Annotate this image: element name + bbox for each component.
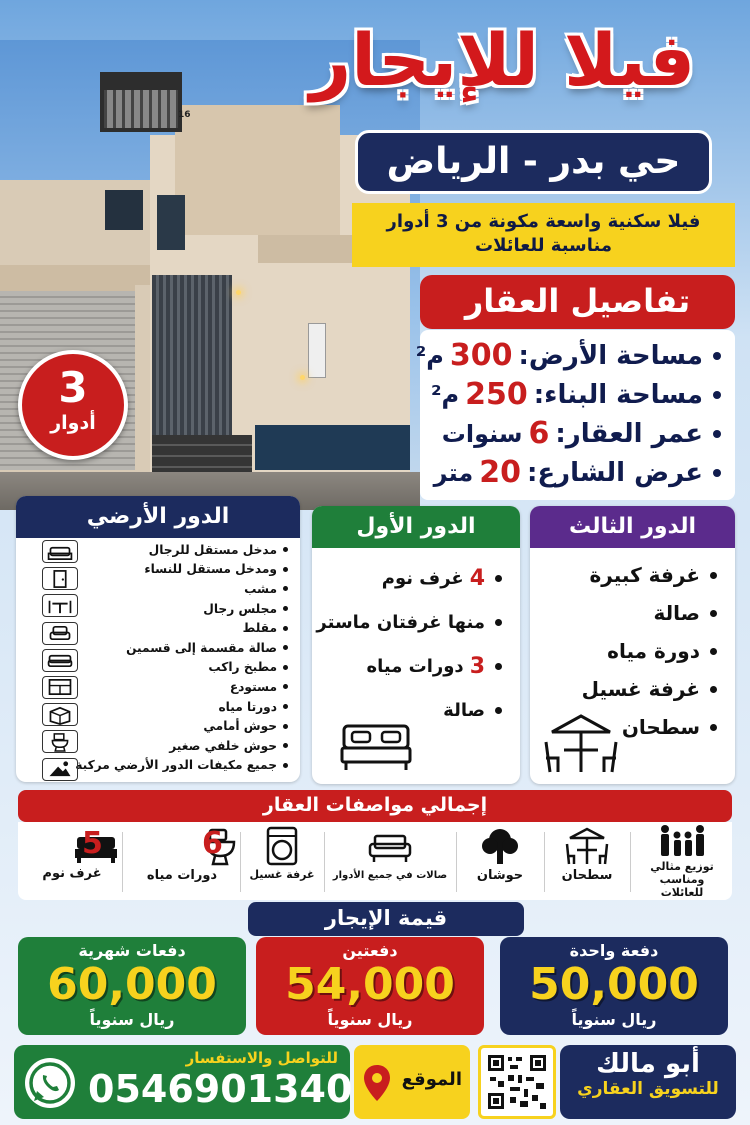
detail-row — [431, 375, 721, 414]
detail-row — [434, 414, 721, 453]
rent-unit: ريال سنوياً — [571, 1010, 657, 1029]
ground-floor-list — [63, 540, 288, 775]
ground-floor-item-text: مستودع — [229, 679, 277, 694]
first-floor-item-text: منها غرفتان ماستر — [316, 611, 485, 633]
description-banner — [352, 203, 735, 267]
box-icon — [42, 703, 78, 726]
whatsapp-icon[interactable] — [22, 1055, 78, 1111]
ground-floor-item — [63, 736, 288, 756]
sofa-icon — [42, 540, 78, 563]
detail-value: 250 — [465, 377, 528, 412]
ground-floor-item-text: مطبخ راكب — [208, 660, 277, 675]
contact-label: للتواصل والاستفسار — [185, 1049, 338, 1067]
rent-unit: ريال سنوياً — [89, 1010, 175, 1029]
detail-unit: سنوات — [441, 419, 523, 448]
specs-title: إجمالي مواصفات العقار — [18, 790, 732, 822]
spec-label: توزيع مثالي ومناسب للعائلات — [650, 860, 714, 899]
detail-label: مساحة الأرض: — [518, 340, 703, 371]
first-floor-list — [316, 556, 502, 732]
rent-label: دفعتين — [342, 941, 398, 960]
ground-floor-item — [63, 560, 288, 580]
ground-floor-card — [16, 496, 300, 782]
dining-table-icon — [42, 594, 78, 617]
toilet-icon — [42, 730, 78, 753]
first-floor-card — [312, 506, 520, 784]
third-floor-item-text: غرفة كبيرة — [589, 563, 700, 587]
floors-number: 3 — [58, 363, 88, 412]
spec-item — [548, 822, 626, 900]
spec-item — [460, 822, 540, 900]
rent-option-one-payment — [500, 937, 728, 1035]
spec-item — [26, 822, 118, 900]
ground-floor-icons — [42, 540, 82, 782]
tree-icon — [477, 826, 523, 866]
rent-value: 60,000 — [47, 959, 217, 1010]
first-floor-item-count: 4 — [469, 565, 485, 591]
third-floor-item — [537, 632, 717, 670]
detail-unit: م² — [415, 341, 444, 370]
detail-value: 20 — [479, 455, 522, 490]
detail-label: عمر العقار: — [555, 418, 703, 449]
location-label: الموقع — [401, 1069, 462, 1090]
ground-floor-item — [63, 579, 288, 599]
ground-floor-item — [63, 540, 288, 560]
spec-label: غرفة غسيل — [249, 868, 315, 881]
first-floor-item-text: غرف نوم — [381, 567, 464, 589]
couch-icon — [42, 649, 78, 672]
agent-subtitle: للتسويق العقاري — [577, 1079, 719, 1099]
third-floor-item-text: دورة مياه — [607, 639, 700, 663]
spec-label: صالات في جميع الأدوار — [332, 870, 448, 881]
description-line: فيلا سكنية واسعة مكونة من 3 أدوار — [386, 211, 701, 232]
ground-floor-item-text: مشب — [244, 581, 277, 596]
ground-floor-title: الدور الأرضي — [16, 496, 300, 538]
spec-item — [634, 822, 730, 900]
page-title: فيلا للإيجار — [309, 18, 696, 102]
spec-label: حوشان — [476, 868, 524, 883]
first-floor-item-count: 3 — [469, 653, 485, 679]
ground-floor-item-text: حوش خلفي صغير — [169, 738, 277, 753]
agent-box — [560, 1045, 736, 1119]
ground-floor-item-text: دورتا مياه — [218, 699, 277, 714]
family-icon — [656, 824, 708, 858]
rent-label: دفعات شهرية — [78, 941, 186, 960]
rent-title: قيمة الإيجار — [248, 902, 524, 936]
contact-box[interactable] — [14, 1045, 353, 1119]
ground-floor-item — [63, 677, 288, 697]
third-floor-item-text: غرفة غسيل — [581, 677, 700, 701]
first-floor-item — [322, 556, 502, 600]
spec-number: 5 — [82, 826, 103, 861]
third-floor-item-text: سطحان — [621, 715, 700, 739]
house-number: 16 — [178, 110, 191, 120]
third-floor-item — [537, 594, 717, 632]
map-pin-icon — [362, 1063, 392, 1103]
details-title: تفاصيل العقار — [420, 275, 735, 329]
spec-item — [128, 822, 236, 900]
detail-row — [415, 336, 721, 375]
floors-label: أدوار — [50, 412, 96, 434]
ground-floor-item — [63, 599, 288, 619]
patio-table-icon — [564, 826, 610, 866]
first-floor-item-text: صالة — [443, 699, 485, 721]
ground-floor-item — [63, 638, 288, 658]
spec-item — [328, 822, 452, 900]
first-floor-item-text: دورات مياه — [366, 655, 464, 677]
spec-label: غرف نوم — [42, 866, 102, 881]
first-floor-title: الدور الأول — [312, 506, 520, 548]
spec-number: 6 — [202, 826, 223, 861]
detail-value: 300 — [449, 338, 513, 373]
ground-floor-item-text: مدخل مستقل للرجال — [148, 542, 277, 557]
spec-label: سطحان — [561, 868, 613, 883]
ground-floor-item-text: ومدخل مستقل للنساء — [144, 562, 277, 577]
first-floor-item — [316, 600, 502, 644]
washer-icon — [259, 826, 305, 866]
rent-value: 50,000 — [529, 959, 699, 1010]
detail-label: مساحة البناء: — [533, 379, 703, 410]
location-banner: حي بدر - الرياض — [355, 130, 712, 194]
ground-floor-item-text: مجلس رجال — [203, 601, 277, 616]
detail-label: عرض الشارع: — [527, 457, 703, 488]
floors-badge — [18, 350, 128, 460]
third-floor-item — [537, 556, 717, 594]
detail-unit: م² — [431, 380, 460, 409]
ground-floor-item-text: صالة مقسمة إلى قسمين — [126, 640, 277, 655]
ground-floor-item — [63, 658, 288, 678]
garden-icon — [42, 758, 78, 781]
first-floor-item — [322, 644, 502, 688]
ground-floor-item-text: حوش أمامي — [203, 719, 277, 734]
rent-option-two-payments — [256, 937, 484, 1035]
third-floor-item — [537, 670, 717, 708]
third-floor-title: الدور الثالث — [530, 506, 735, 548]
description-line: مناسبة للعائلات — [474, 235, 613, 256]
kitchen-icon — [42, 676, 78, 699]
location-link[interactable] — [354, 1045, 470, 1119]
qr-code[interactable] — [478, 1045, 556, 1119]
couch-icon — [367, 826, 413, 866]
entrance-door — [152, 275, 232, 460]
spec-label: دورات مياه — [146, 868, 218, 883]
specs-strip — [18, 822, 732, 900]
third-floor-card — [530, 506, 735, 784]
rent-option-monthly — [18, 937, 246, 1035]
ground-floor-item — [63, 697, 288, 717]
agent-name: أبو مالك — [596, 1049, 700, 1079]
third-floor-item-text: صالة — [653, 601, 700, 625]
details-list — [415, 330, 735, 500]
ground-floor-item — [63, 716, 288, 736]
door-icon — [42, 567, 78, 590]
ground-floor-item — [63, 618, 288, 638]
phone-number[interactable]: 0546901340 — [88, 1067, 353, 1111]
detail-row — [434, 453, 721, 492]
detail-unit: متر — [433, 458, 474, 487]
ground-floor-item-text: جميع مكيفات الدور الأرضي مركبة — [75, 758, 277, 773]
bed-icon — [340, 720, 412, 772]
ground-floor-item — [63, 756, 288, 776]
rent-unit: ريال سنوياً — [327, 1010, 413, 1029]
rent-value: 54,000 — [285, 959, 455, 1010]
qr-code-icon — [486, 1053, 548, 1111]
spec-item — [244, 822, 320, 900]
armchair-icon — [42, 622, 78, 645]
patio-table-icon — [542, 712, 620, 774]
ground-floor-item-text: مقلط — [242, 621, 277, 636]
rent-label: دفعة واحدة — [569, 941, 659, 960]
detail-value: 6 — [528, 416, 550, 451]
